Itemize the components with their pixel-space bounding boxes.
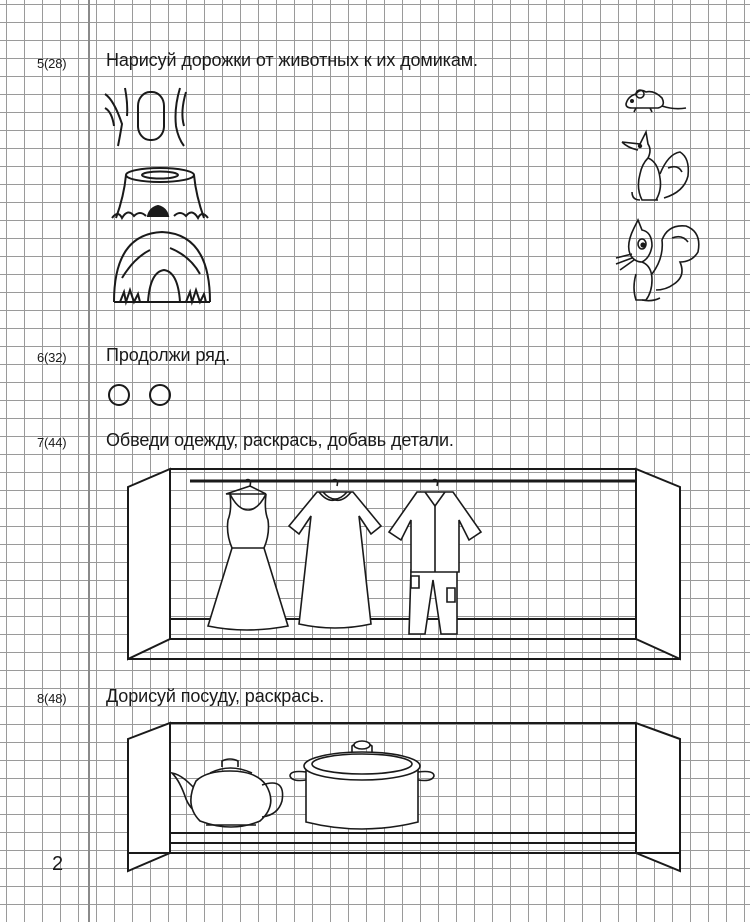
- burrow-mound-icon: [110, 228, 214, 304]
- fox-icon: [618, 128, 692, 204]
- dress-icon: [206, 476, 290, 632]
- robe-dress-icon: [287, 476, 383, 632]
- task-title-6: Продолжи ряд.: [106, 345, 231, 365]
- task-number-5: 5(28): [37, 56, 67, 71]
- task-number-6: 6(32): [37, 350, 67, 365]
- circle-shape-2: [150, 385, 170, 405]
- task-title-5: Нарисуй дорожки от животных к их домикам.: [106, 50, 478, 70]
- shirt-trousers-icon: [387, 476, 483, 636]
- teapot-icon: [170, 755, 286, 835]
- squirrel-icon: [612, 218, 704, 304]
- pot-icon: [288, 736, 436, 836]
- task-title-8: Дорисуй посуду, раскрась.: [106, 686, 325, 706]
- circle-pattern: [106, 382, 176, 408]
- task-number-7: 7(44): [37, 435, 67, 450]
- page-number: 2: [52, 853, 64, 875]
- circle-shape-1: [109, 385, 129, 405]
- mouse-icon: [622, 84, 688, 114]
- task-title-7: Обведи одежду, раскрась, добавь детали.: [106, 430, 454, 450]
- margin-line: [88, 0, 90, 922]
- stump-house-icon: [108, 166, 210, 222]
- task-number-8: 8(48): [37, 691, 67, 706]
- tree-hollow-icon: [100, 86, 195, 148]
